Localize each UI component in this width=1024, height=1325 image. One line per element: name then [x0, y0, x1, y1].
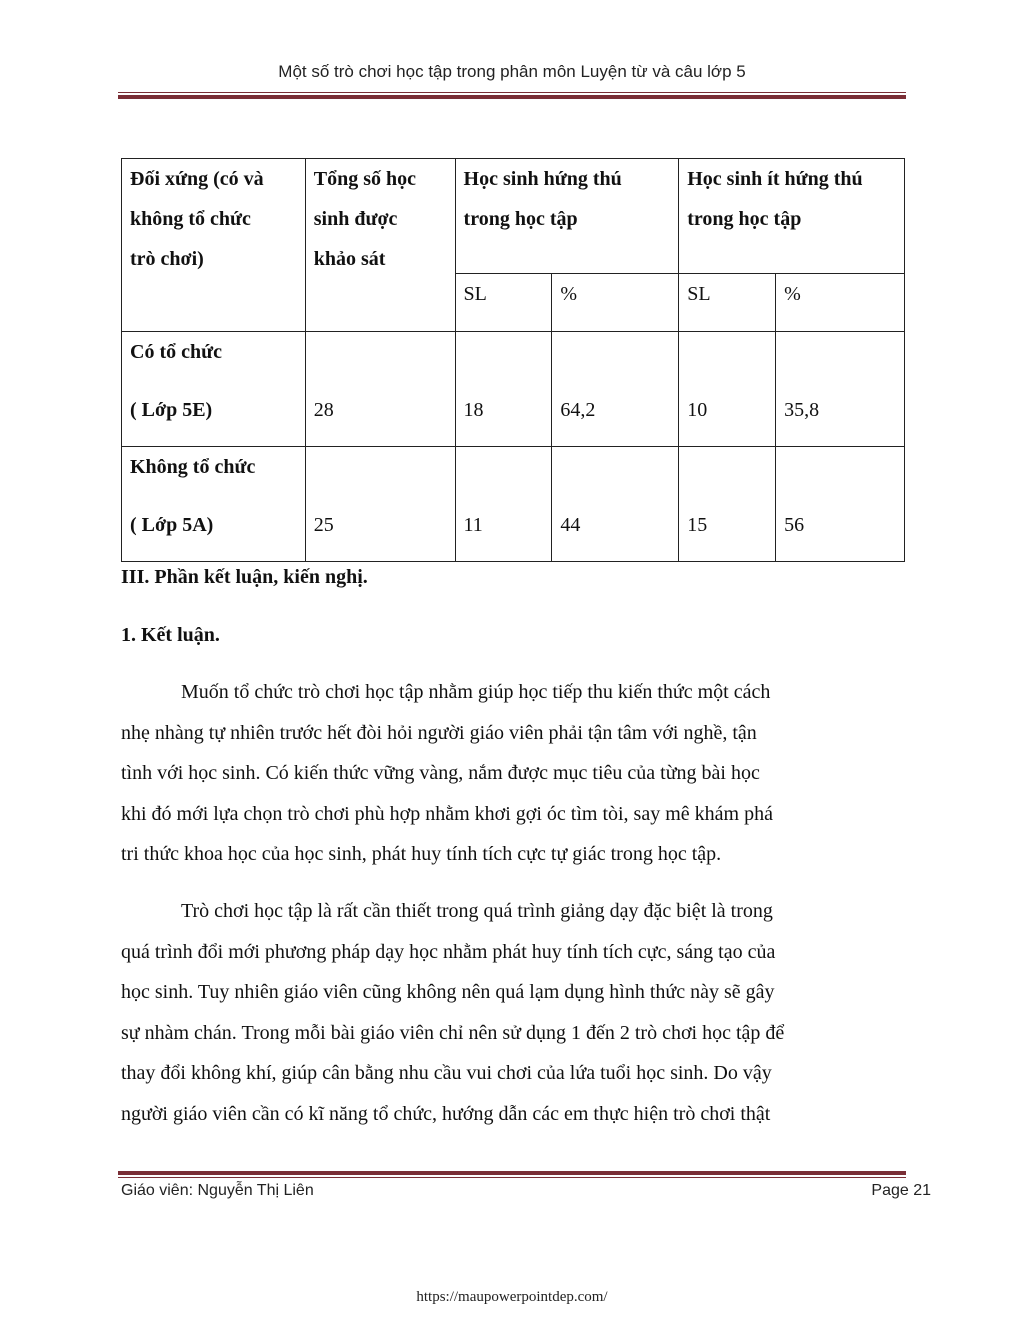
- cell-total: 25: [305, 447, 455, 562]
- footer-rule: [118, 1171, 906, 1175]
- cell-sl: 15: [679, 447, 776, 562]
- header-cell-group: [122, 159, 306, 332]
- footer-teacher: Giáo viên: Nguyễn Thị Liên: [121, 1182, 314, 1199]
- row-label-line: ( Lớp 5E): [130, 399, 213, 421]
- subheader-percent: %: [776, 274, 905, 332]
- header-title: Một số trò chơi học tập trong phân môn Luyện từ và câu lớp 5: [278, 62, 746, 81]
- section-heading: III. Phần kết luận, kiến nghị.: [121, 566, 368, 588]
- paragraph: [121, 891, 905, 1134]
- cell-percent: 56: [776, 447, 905, 562]
- header-line: Học sinh ít hứng thú: [687, 168, 863, 190]
- row-label-line: Có tổ chức: [130, 341, 222, 363]
- paragraph-line: nhẹ nhàng tự nhiên trước hết đòi hỏi người giáo viên phải tận tâm với nghề, tận: [121, 721, 757, 744]
- cell-sl: 11: [455, 447, 552, 562]
- cell-sl: 18: [455, 332, 552, 447]
- subheader-percent: %: [552, 274, 679, 332]
- paragraph-line: tri thức khoa học của học sinh, phát huy tính tích cực tự giác trong học tập.: [121, 843, 722, 865]
- paragraph-line: thay đổi không khí, giúp cân bằng nhu cầu vui chơi của lứa tuổi học sinh. Do vậy: [121, 1062, 772, 1084]
- subsection-heading: 1. Kết luận.: [121, 624, 220, 646]
- header-cell-total: [305, 159, 455, 332]
- header-rule: [118, 95, 906, 99]
- paragraph-line: Trò chơi học tập là rất cần thiết trong quá trình giảng dạy đặc biệt là trong: [181, 900, 773, 922]
- footer-rule-bottom: [118, 1177, 906, 1178]
- header-line: Học sinh hứng thú: [463, 168, 622, 190]
- survey-table: [121, 158, 905, 562]
- header-line: trò chơi): [130, 248, 204, 270]
- header-line: Tổng số học: [313, 168, 416, 190]
- row-label: [122, 447, 306, 562]
- row-label-line: Không tổ chức: [130, 456, 256, 478]
- header-line: trong học tập: [463, 208, 578, 230]
- source-url[interactable]: https://maupowerpointdep.com/: [416, 1289, 608, 1305]
- paragraph-line: người giáo viên cần có kĩ năng tổ chức, hướng dẫn các em thực hiện trò chơi thật: [121, 1102, 771, 1125]
- table-row: [122, 332, 905, 447]
- header-line: Đối xứng (có và: [130, 168, 264, 190]
- cell-percent: 64,2: [552, 332, 679, 447]
- subheader-sl: SL: [679, 274, 776, 332]
- cell-percent: 44: [552, 447, 679, 562]
- paragraph: [121, 672, 905, 875]
- paragraph-line: quá trình đổi mới phương pháp dạy học nhằm phát huy tính tích cực, sáng tạo của: [121, 940, 776, 963]
- page-number: Page 21: [871, 1182, 931, 1199]
- header-cell-interested: [455, 159, 679, 274]
- subheader-sl: SL: [455, 274, 552, 332]
- paragraph-line: học sinh. Tuy nhiên giáo viên cũng không nên quá lạm dụng hình thức này sẽ gây: [121, 981, 775, 1003]
- header-line: không tổ chức: [130, 208, 251, 230]
- header-rule-top: [118, 92, 906, 93]
- paragraph-line: Muốn tổ chức trò chơi học tập nhằm giúp học tiếp thu kiến thức một cách: [181, 681, 771, 703]
- cell-percent: 35,8: [776, 332, 905, 447]
- header-line: khảo sát: [313, 248, 386, 270]
- row-label: [122, 332, 306, 447]
- cell-sl: 10: [679, 332, 776, 447]
- paragraph-line: tình với học sinh. Có kiến thức vững vàng, nắm được mục tiêu của từng bài học: [121, 762, 760, 784]
- header-line: trong học tập: [687, 208, 802, 230]
- row-label-line: ( Lớp 5A): [130, 514, 214, 536]
- table-row: [122, 447, 905, 562]
- cell-total: 28: [305, 332, 455, 447]
- header-cell-less-interested: [679, 159, 905, 274]
- paragraph-line: khi đó mới lựa chọn trò chơi phù hợp nhằm khơi gợi óc tìm tòi, say mê khám phá: [121, 802, 773, 825]
- header-line: sinh được: [313, 208, 398, 230]
- paragraph-line: sự nhàm chán. Trong mỗi bài giáo viên chỉ nên sử dụng 1 đến 2 trò chơi học tập để: [121, 1021, 785, 1044]
